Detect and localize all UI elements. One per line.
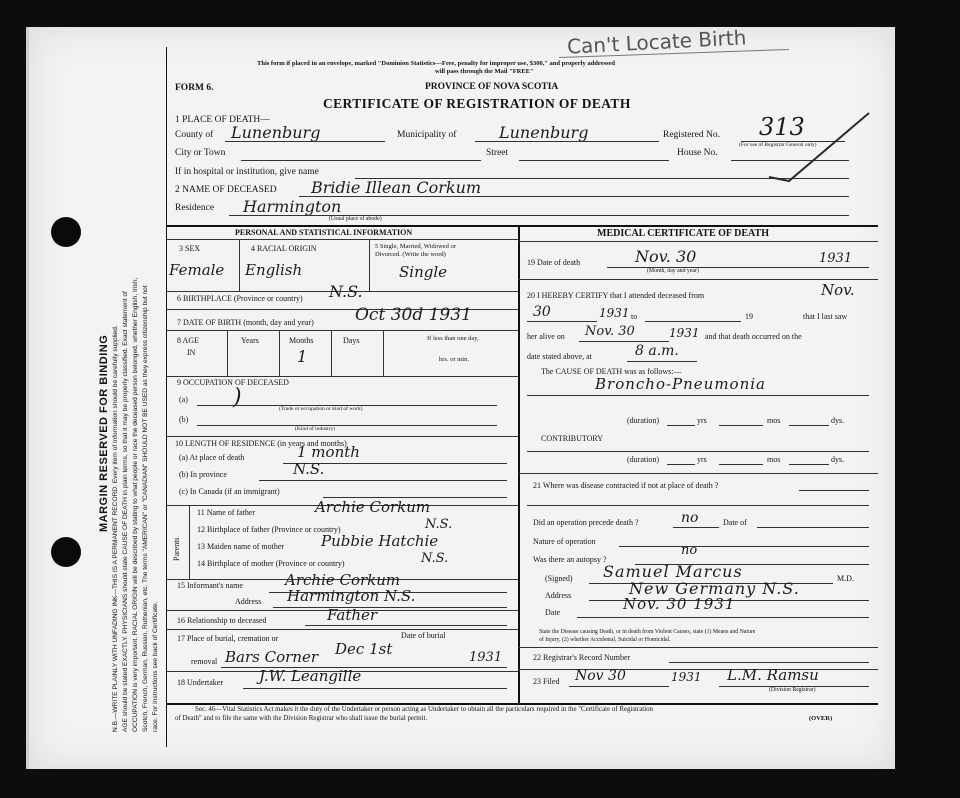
usual-place-note: (Usual place of abode) — [329, 216, 382, 222]
informant-address-line — [273, 607, 507, 608]
sig-date-line — [577, 617, 869, 618]
duration-mos-line-1 — [719, 425, 763, 426]
row-state-rule — [518, 647, 878, 648]
residence-label: Residence — [175, 203, 215, 213]
operation-value: no — [681, 510, 699, 526]
row-age-rule — [166, 376, 518, 377]
registrar-signature: L.M. Ramsu — [727, 666, 819, 684]
filed-line — [569, 686, 669, 687]
mos-label-2: mos — [767, 455, 781, 464]
racial-col-rule — [369, 239, 370, 291]
mailing-notice-1: This form if placed in an envelope, marked "Dominion Statistics—Free, penalty for improper use, $300," and properly addressed — [257, 60, 616, 67]
margin-instructions-4: Scotch, French, German, Russian, Ruthenian, etc. The terms "AMERICAN" or "CANADIAN" SHOULD NOT BE USED as they express citizenship but not — [142, 285, 149, 732]
age-label-2: IN — [187, 348, 196, 357]
county-label: County of — [175, 130, 214, 140]
row-relationship-rule — [166, 629, 518, 630]
physician-address-label: Address — [545, 591, 572, 600]
relationship-label: 16 Relationship to deceased — [177, 616, 267, 625]
mos-label-1: mos — [767, 416, 781, 425]
undertaker-label: 18 Undertaker — [177, 678, 223, 687]
age-col-rule-2 — [279, 330, 280, 376]
statute-note-2: of Death" and to file the same with the Division Registrar who shall issue the burial permit. — [175, 715, 428, 722]
date-above-label: date stated above, at — [527, 352, 592, 361]
death-occurred-label: and that death occurred on the — [705, 332, 802, 341]
marital-label-1: 5 Single, Married, Widowed or — [375, 243, 456, 250]
residence-length-label: 10 LENGTH OF RESIDENCE (in years and months) — [175, 439, 347, 448]
contributory-line — [527, 451, 869, 452]
binding-margin-rule — [166, 47, 167, 747]
informant-address-value: Harmington N.S. — [287, 587, 416, 605]
time-value: 8 a.m. — [635, 343, 679, 359]
row-cause-rule — [518, 473, 878, 474]
occupation-b-line — [197, 425, 497, 426]
duration-dys-line-1 — [789, 425, 829, 426]
age-col-rule-4 — [383, 330, 384, 376]
record-number-line — [669, 662, 869, 663]
row-dob-rule — [166, 330, 518, 331]
birthplace-value: N.S. — [329, 282, 363, 301]
informant-address-label: Address — [235, 597, 262, 606]
father-name-label: 11 Name of father — [197, 508, 256, 517]
row-occupation-rule — [166, 436, 518, 437]
nineteen-label: 19 — [745, 312, 753, 321]
age-col-rule-3 — [331, 330, 332, 376]
racial-value: English — [245, 261, 303, 279]
in-canada-label: (c) In Canada (if an immigrant) — [179, 487, 280, 496]
last-saw-label: that I last saw — [803, 312, 848, 321]
at-place-value: 1 month — [297, 443, 360, 461]
registrar-use-note: (For use of Registrar General only) — [739, 142, 817, 148]
dob-label: 7 DATE OF BIRTH (month, day and year) — [177, 318, 314, 327]
personal-heading: PERSONAL AND STATISTICAL INFORMATION — [235, 228, 413, 237]
margin-instructions-1: N.B.—WRITE PLAINLY WITH UNFADING INK—THIS IS A PERMANENT RECORD. Every item of information should be carefully supplied. — [112, 325, 119, 732]
city-line — [241, 160, 481, 161]
sig-date-value: Nov. 30 1931 — [623, 595, 736, 613]
in-province-value: N.S. — [293, 460, 325, 478]
occupation-label: 9 OCCUPATION OF DECEASED — [177, 378, 289, 387]
deceased-name-value: Bridie Illean Corkum — [311, 178, 482, 197]
age-label-1: 8 AGE — [177, 336, 199, 345]
alive-date-value: Nov. 30 — [585, 324, 635, 339]
municipality-value: Lunenburg — [499, 123, 589, 142]
date-of-death-value: Nov. 30 — [635, 247, 697, 266]
personal-heading-rule — [166, 239, 518, 240]
physician-address-value: New Germany N.S. — [629, 579, 800, 598]
burial-label-2: removal — [191, 657, 218, 666]
duration-label-1: (duration) — [627, 416, 659, 425]
county-value: Lunenburg — [231, 123, 321, 142]
nature-label: Nature of operation — [533, 537, 596, 546]
cause-line — [527, 395, 869, 396]
table-bottom-rule — [166, 703, 878, 705]
birthplace-label: 6 BIRTHPLACE (Province or country) — [177, 294, 303, 303]
street-label: Street — [486, 148, 509, 158]
margin-instructions-3: OCCUPATION is very important. RACIAL ORIGIN will be described by stating to what people or race the deceased person belonged, whether English, Irish, — [132, 277, 139, 732]
mother-name-value: Pubbie Hatchie — [321, 532, 439, 550]
registered-no-label: Registered No. — [663, 130, 720, 140]
at-place-label: (a) At place of death — [179, 453, 245, 462]
duration-mos-line-2 — [719, 464, 763, 465]
duration-label-2: (duration) — [627, 455, 659, 464]
burial-place-value: Bars Corner — [225, 648, 318, 666]
sig-date-label: Date — [545, 608, 561, 617]
table-top-rule — [166, 225, 878, 227]
nature-line — [619, 546, 869, 547]
age-col-rule-1 — [227, 330, 228, 376]
province-name: PROVINCE OF NOVA SCOTIA — [425, 82, 559, 92]
contracted-line — [799, 490, 869, 491]
to-line — [645, 321, 741, 322]
filed-value: Nov 30 — [575, 668, 626, 684]
occupation-a-note: (Trade or occupation or kind of work) — [279, 406, 363, 412]
occupation-mark: ) — [233, 385, 242, 410]
marital-label-2: Divorced. (Write the word) — [375, 251, 446, 258]
statute-note-1: Sec. 46—Vital Statistics Act makes it the duty of the Undertaker or person acting as Undertaker to obtain all the particulars required in the "Certificate of Registration — [195, 706, 654, 713]
months-value: 1 — [297, 347, 308, 366]
from-year-value: 1931 — [599, 306, 630, 320]
sex-label: 3 SEX — [179, 244, 201, 253]
cause-value: Broncho-Pneumonia — [595, 375, 766, 393]
date-of-death-label: 19 Date of death — [527, 258, 581, 267]
state-note-1: State the Disease causing Death, or in death from Violent Causes, state (1) Means and Nature — [539, 629, 756, 635]
registered-no-value: 313 — [759, 113, 805, 141]
binding-margin-label: MARGIN RESERVED FOR BINDING — [98, 334, 110, 532]
undertaker-line — [243, 688, 507, 689]
punch-hole-top — [51, 217, 81, 247]
deceased-name-line — [299, 196, 849, 197]
margin-instructions-5: race. For instructions see back of Certificate. — [152, 601, 159, 732]
burial-date-label: Date of burial — [401, 631, 446, 640]
certificate-title: CERTIFICATE OF REGISTRATION OF DEATH — [323, 96, 631, 111]
in-province-label: (b) In province — [179, 470, 227, 479]
racial-label: 4 RACIAL ORIGIN — [251, 244, 317, 253]
state-note-2: of Injury, (2) whether Accidental, Suicidal or Homicidal. — [539, 637, 671, 643]
date-of-death-year: 1931 — [819, 251, 853, 266]
occupation-b: (b) — [179, 415, 189, 424]
less-than-day-label: If less than one day, — [427, 335, 479, 342]
municipality-line — [475, 141, 659, 142]
residence-line — [229, 215, 849, 216]
certificate-paper — [26, 27, 895, 769]
filed-label: 23 Filed — [533, 677, 560, 686]
autopsy-label: Was there an autopsy ? — [533, 555, 607, 564]
certify-from-value: Nov. — [821, 281, 855, 299]
operation-label: Did an operation precede death ? — [533, 518, 639, 527]
relationship-line — [305, 625, 507, 626]
days-label: Days — [343, 336, 360, 345]
table-center-rule — [518, 225, 520, 703]
record-number-label: 22 Registrar's Record Number — [533, 653, 631, 662]
cause-label: The CAUSE OF DEATH was as follows:— — [541, 367, 682, 376]
sex-value: Female — [169, 261, 225, 279]
years-label: Years — [241, 336, 259, 345]
marital-value: Single — [399, 263, 448, 281]
deceased-name-label: 2 NAME OF DECEASED — [175, 185, 277, 195]
row-date-rule — [518, 279, 878, 280]
in-province-line — [259, 480, 507, 481]
informant-value: Archie Corkum — [285, 571, 401, 589]
yrs-label-1: yrs — [697, 416, 707, 425]
alive-year-value: 1931 — [669, 326, 700, 340]
signed-label: (Signed) — [545, 574, 573, 583]
date-of-death-note: (Month, day and year) — [647, 268, 699, 274]
city-label: City or Town — [175, 148, 226, 158]
filed-year-value: 1931 — [671, 670, 702, 684]
to-label: to — [631, 312, 638, 321]
sex-col-rule — [239, 239, 240, 291]
mother-birth-value: N.S. — [421, 551, 449, 566]
operation-line — [673, 527, 719, 528]
medical-heading: MEDICAL CERTIFICATE OF DEATH — [597, 228, 769, 239]
house-label: House No. — [677, 148, 718, 158]
dob-value: Oct 30d 1931 — [355, 305, 472, 325]
from-day-line — [527, 321, 597, 322]
occupation-b-note: (Kind of industry) — [295, 426, 336, 432]
parents-col-rule — [189, 505, 190, 579]
signed-value: Samuel Marcus — [603, 562, 743, 581]
father-birth-value: N.S. — [425, 517, 453, 532]
contracted-label: 21 Where was disease contracted if not at place of death ? — [533, 481, 719, 490]
father-birth-label: 12 Birthplace of father (Province or country) — [197, 525, 341, 534]
md-label: M.D. — [837, 574, 854, 583]
municipality-label: Municipality of — [397, 130, 457, 140]
duration-yrs-line-2 — [667, 464, 695, 465]
dys-label-1: dys. — [831, 416, 845, 425]
over-label: (OVER) — [809, 715, 833, 722]
duration-dys-line-2 — [789, 464, 829, 465]
mother-birth-label: 14 Birthplace of mother (Province or country) — [197, 559, 345, 568]
op-date-line — [757, 527, 869, 528]
from-day-value: 30 — [533, 304, 551, 320]
her-alive-label: her alive on — [527, 332, 565, 341]
hrs-min-label: hrs. or min. — [439, 356, 469, 363]
place-of-death-heading: 1 PLACE OF DEATH— — [175, 115, 270, 125]
mailing-notice-2: will pass through the Mail "FREE" — [435, 68, 534, 75]
autopsy-value: no — [681, 543, 698, 558]
father-name-value: Archie Corkum — [315, 498, 431, 516]
parents-label: Parents — [172, 537, 181, 561]
burial-label-1: 17 Place of burial, cremation or — [177, 634, 279, 643]
months-label: Months — [289, 336, 314, 345]
undertaker-value: J.W. Leangille — [259, 667, 362, 685]
margin-instructions-2: AGE should be stated EXACTLY. PHYSICIANS should state CAUSE OF DEATH in plain terms, so that it may be properly classified. Exact statement of — [122, 291, 129, 732]
op-date-label: Date of — [723, 518, 747, 527]
contracted-line-2 — [527, 505, 869, 506]
medical-heading-rule — [518, 241, 878, 242]
street-line — [519, 160, 669, 161]
contributory-label: CONTRIBUTORY — [541, 434, 604, 443]
punch-hole-bottom — [51, 537, 81, 567]
yrs-label-2: yrs — [697, 455, 707, 464]
duration-yrs-line-1 — [667, 425, 695, 426]
occupation-a: (a) — [179, 395, 188, 404]
alive-date-line — [579, 341, 669, 342]
certify-label: 20 I HEREBY CERTIFY that I attended deceased from — [527, 291, 705, 300]
relationship-value: Father — [327, 606, 378, 624]
check-mark — [759, 107, 879, 187]
county-line — [225, 141, 385, 142]
mother-name-label: 13 Maiden name of mother — [197, 542, 285, 551]
pencil-note: Can't Locate Birth — [566, 25, 747, 59]
time-line — [627, 361, 697, 362]
informant-label: 15 Informant's name — [177, 581, 243, 590]
burial-date-value: Dec 1st — [335, 640, 393, 658]
form-number: FORM 6. — [175, 83, 214, 93]
burial-year-value: 1931 — [469, 650, 503, 665]
residence-value: Harmington — [243, 197, 342, 216]
hospital-label: If in hospital or institution, give name — [175, 167, 319, 177]
registrar-note: (Division Registrar) — [769, 687, 816, 693]
dys-label-2: dys. — [831, 455, 845, 464]
